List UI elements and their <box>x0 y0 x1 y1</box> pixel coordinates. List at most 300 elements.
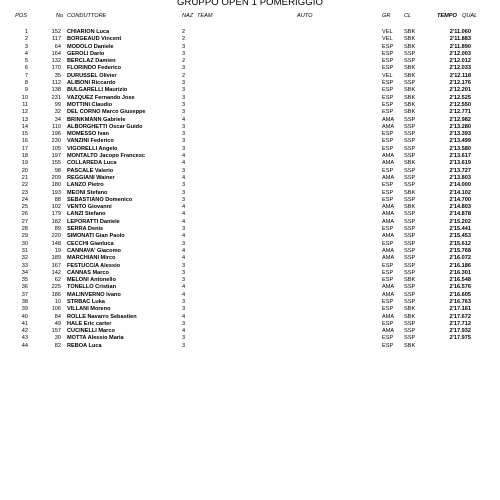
row-naz: 3 <box>182 87 186 94</box>
row-gr: AMA <box>382 204 395 211</box>
header-no: No <box>56 13 64 19</box>
row-cl: SBK <box>404 306 416 313</box>
row-driver: BRINKMANN Gabriele <box>67 116 126 123</box>
row-pos: 26 <box>21 211 28 218</box>
table-row <box>0 51 500 58</box>
row-number: 138 <box>51 87 61 94</box>
row-driver: CANNAVA' Giacomo <box>67 247 121 254</box>
row-cl: SBK <box>404 43 416 50</box>
row-pos: 17 <box>21 145 28 152</box>
row-pos: 16 <box>21 138 28 145</box>
row-driver: SIMONATI Gian Paolo <box>67 233 125 240</box>
row-cl: SBK <box>404 189 416 196</box>
table-row <box>0 314 500 321</box>
table-row <box>0 160 500 167</box>
table-row <box>0 87 500 94</box>
row-driver: MONTALTO Jacopo Francesc <box>67 153 146 160</box>
table-row <box>0 277 500 284</box>
row-number: 180 <box>51 182 61 189</box>
row-driver: ALBORGHETTI Oscar Guido <box>67 123 143 130</box>
row-naz: 3 <box>182 226 186 233</box>
row-time: 2'15.202 <box>449 218 471 225</box>
row-cl: SSP <box>404 116 416 123</box>
row-driver: MOTTINI Claudio <box>67 101 113 108</box>
row-cl: SSP <box>404 247 416 254</box>
row-time: 2'13.580 <box>449 145 471 152</box>
row-naz: 3 <box>182 65 186 72</box>
row-naz: 3 <box>182 145 186 152</box>
row-cl: SSP <box>404 138 416 145</box>
row-cl: SBK <box>404 87 416 94</box>
row-gr: ESP <box>382 138 394 145</box>
row-number: 179 <box>51 211 61 218</box>
row-naz: 4 <box>182 211 186 218</box>
row-time: 2'15.768 <box>449 247 471 254</box>
row-time: 2'13.803 <box>449 174 471 181</box>
row-driver: VAZQUEZ Fernando Jose <box>67 94 135 101</box>
row-naz: 3 <box>182 189 186 196</box>
table-row <box>0 321 500 328</box>
row-cl: SBK <box>404 94 416 101</box>
table-row <box>0 219 500 226</box>
table-row <box>0 58 500 65</box>
row-naz: 3 <box>182 320 186 327</box>
row-gr: ESP <box>382 109 394 116</box>
row-driver: LANZO Pietro <box>67 182 104 189</box>
row-number: 98 <box>54 167 61 174</box>
row-pos: 15 <box>21 131 28 138</box>
row-driver: MOMESSO Ivan <box>67 131 109 138</box>
row-number: 220 <box>51 233 61 240</box>
row-driver: DURUSSEL Olivier <box>67 72 117 79</box>
row-time: 2'13.499 <box>449 138 471 145</box>
row-number: 64 <box>54 43 61 50</box>
row-naz: 2 <box>182 72 186 79</box>
row-gr: AMA <box>382 211 395 218</box>
row-gr: AMA <box>382 284 395 291</box>
table-row <box>0 168 500 175</box>
row-gr: VEL <box>382 72 393 79</box>
table-row <box>0 204 500 211</box>
table-row <box>0 182 500 189</box>
table-row <box>0 109 500 116</box>
header-qual: QUAL <box>462 13 478 19</box>
table-row <box>0 226 500 233</box>
row-driver: CECCHI Gianluca <box>67 240 114 247</box>
row-gr: ESP <box>382 167 394 174</box>
row-driver: VENTO Giovanni <box>67 204 112 211</box>
row-cl: SSP <box>404 174 416 181</box>
row-time: 2'12.982 <box>449 116 471 123</box>
table-row <box>0 284 500 291</box>
row-number: 82 <box>54 342 61 349</box>
row-naz: 4 <box>182 284 186 291</box>
row-time: 2'16.605 <box>449 291 471 298</box>
row-pos: 44 <box>21 342 28 349</box>
row-time: 2'14.803 <box>449 204 471 211</box>
row-gr: ESP <box>382 226 394 233</box>
row-time: 2'13.393 <box>449 131 471 138</box>
row-cl: SSP <box>404 262 416 269</box>
row-number: 164 <box>51 50 61 57</box>
row-gr: ESP <box>382 240 394 247</box>
row-driver: MEONI Stefano <box>67 189 108 196</box>
row-driver: PASCALE Valerio <box>67 167 114 174</box>
header-cl: CL <box>404 13 412 19</box>
header-gr: GR <box>382 13 391 19</box>
row-number: 157 <box>51 328 61 335</box>
row-naz: 3 <box>182 335 186 342</box>
row-time: 2'14.878 <box>449 211 471 218</box>
row-time: 2'16.186 <box>449 262 471 269</box>
row-time: 2'12.033 <box>449 65 471 72</box>
row-time: 2'12.118 <box>449 72 471 79</box>
row-gr: VEL <box>382 36 393 43</box>
row-number: 225 <box>51 284 61 291</box>
row-pos: 29 <box>21 233 28 240</box>
row-number: 117 <box>52 36 61 43</box>
row-naz: 4 <box>182 218 186 225</box>
row-number: 112 <box>52 80 61 87</box>
row-gr: AMA <box>382 255 395 262</box>
row-naz: 3 <box>182 131 186 138</box>
table-row <box>0 65 500 72</box>
row-time: 2'13.280 <box>449 123 471 130</box>
row-pos: 7 <box>24 72 28 79</box>
row-number: 193 <box>51 189 61 196</box>
table-row <box>0 241 500 248</box>
row-cl: SBK <box>404 29 416 35</box>
row-naz: 3 <box>182 262 186 269</box>
row-time: 2'13.619 <box>449 160 471 167</box>
row-cl: SSP <box>404 153 416 160</box>
table-row <box>0 335 500 342</box>
row-gr: AMA <box>382 123 395 130</box>
row-driver: BERCLAZ Damien <box>67 58 116 65</box>
row-time: 2'12.012 <box>449 58 471 65</box>
row-cl: SSP <box>404 269 416 276</box>
row-time: 2'12.771 <box>449 109 471 116</box>
row-naz: 3 <box>182 109 186 116</box>
row-driver: CHIARION Luca <box>67 29 110 35</box>
row-pos: 23 <box>21 189 28 196</box>
row-time: 2'17.712 <box>449 320 471 327</box>
row-gr: ESP <box>382 189 394 196</box>
row-naz: 3 <box>182 342 186 349</box>
row-pos: 10 <box>21 94 28 101</box>
row-time: 2'14.102 <box>449 189 471 196</box>
table-row <box>0 73 500 80</box>
row-cl: SBK <box>404 72 416 79</box>
row-time: 2'16.763 <box>449 298 471 305</box>
row-gr: AMA <box>382 328 395 335</box>
row-number: 106 <box>51 306 61 313</box>
row-cl: SBK <box>404 65 416 72</box>
row-number: 182 <box>51 218 61 225</box>
row-naz: 3 <box>182 277 186 284</box>
row-number: 167 <box>51 262 61 269</box>
table-header <box>0 13 500 22</box>
row-time: 2'13.617 <box>449 153 471 160</box>
row-pos: 28 <box>21 226 28 233</box>
row-time: 2'17.932 <box>449 328 471 335</box>
row-pos: 20 <box>21 167 28 174</box>
row-driver: TONELLO Cristian <box>67 284 117 291</box>
row-gr: ESP <box>382 58 394 65</box>
row-time: 2'17.975 <box>449 335 471 342</box>
row-number: 84 <box>54 313 61 320</box>
row-cl: SSP <box>404 218 416 225</box>
row-number: 142 <box>51 269 61 276</box>
row-pos: 12 <box>21 109 28 116</box>
row-pos: 9 <box>24 87 28 94</box>
row-naz: 3 <box>182 138 186 145</box>
table-row <box>0 233 500 240</box>
row-pos: 21 <box>21 174 28 181</box>
row-naz: 3 <box>182 306 186 313</box>
row-driver: LANZI Stefano <box>67 211 106 218</box>
row-number: 231 <box>51 94 61 101</box>
row-pos: 32 <box>21 255 28 262</box>
row-number: 230 <box>51 138 61 145</box>
table-row <box>0 197 500 204</box>
row-gr: AMA <box>382 174 395 181</box>
row-naz: 4 <box>182 255 186 262</box>
row-number: 209 <box>51 174 61 181</box>
row-driver: STRBAC Luka <box>67 298 105 305</box>
row-pos: 40 <box>21 313 28 320</box>
row-naz: 3 <box>182 298 186 305</box>
row-gr: ESP <box>382 269 394 276</box>
row-number: 34 <box>54 116 61 123</box>
row-pos: 22 <box>21 182 28 189</box>
row-time: 2'15.453 <box>449 233 471 240</box>
row-pos: 1 <box>24 29 28 35</box>
row-number: 88 <box>54 196 61 203</box>
row-naz: 4 <box>182 313 186 320</box>
table-row <box>0 29 500 36</box>
table-row <box>0 131 500 138</box>
row-driver: GEROLI Dario <box>67 50 105 57</box>
row-cl: SBK <box>404 277 416 284</box>
row-time: 2'17.672 <box>449 313 471 320</box>
row-gr: ESP <box>382 182 394 189</box>
row-gr: ESP <box>382 342 394 349</box>
table-row <box>0 328 500 335</box>
row-cl: SSP <box>404 298 416 305</box>
row-driver: MODOLO Daniele <box>67 43 114 50</box>
row-pos: 2 <box>24 36 28 43</box>
row-gr: ESP <box>382 277 394 284</box>
row-time: 2'15.612 <box>449 240 471 247</box>
row-cl: SBK <box>404 36 416 43</box>
row-number: 189 <box>51 255 61 262</box>
row-cl: SSP <box>404 145 416 152</box>
row-driver: COLLAREDA Luca <box>67 160 117 167</box>
row-cl: SBK <box>404 342 416 349</box>
row-naz: 2 <box>182 36 186 43</box>
row-naz: 3 <box>182 167 186 174</box>
row-cl: SBK <box>404 109 416 116</box>
row-number: 170 <box>51 65 61 72</box>
row-cl: SSP <box>404 182 416 189</box>
row-gr: AMA <box>382 291 395 298</box>
row-cl: SSP <box>404 291 416 298</box>
row-pos: 33 <box>21 262 28 269</box>
row-naz: 3 <box>182 101 186 108</box>
table-row <box>0 117 500 124</box>
row-number: 62 <box>54 277 61 284</box>
row-number: 155 <box>51 160 61 167</box>
row-time: 2'12.201 <box>449 87 471 94</box>
row-pos: 5 <box>24 58 28 65</box>
row-pos: 14 <box>21 123 28 130</box>
row-pos: 8 <box>24 80 28 87</box>
row-pos: 31 <box>21 247 28 254</box>
table-row <box>0 95 500 102</box>
row-naz: 4 <box>182 328 186 335</box>
row-number: 49 <box>54 320 61 327</box>
row-number: 102 <box>51 204 61 211</box>
row-naz: 3 <box>182 182 186 189</box>
row-number: 148 <box>51 240 61 247</box>
table-row <box>0 36 500 43</box>
row-driver: CUCINELLI Marco <box>67 328 115 335</box>
row-number: 197 <box>51 153 61 160</box>
row-time: 2'12.003 <box>449 50 471 57</box>
table-row <box>0 102 500 109</box>
row-cl: SSP <box>404 233 416 240</box>
row-driver: DEL CORNO Marco Giuseppe <box>67 109 146 116</box>
row-gr: ESP <box>382 101 394 108</box>
row-time: 2'11.890 <box>449 43 471 50</box>
header-team: TEAM <box>197 13 213 19</box>
row-time: 2'15.441 <box>449 226 471 233</box>
table-row <box>0 80 500 87</box>
row-cl: SSP <box>404 196 416 203</box>
row-pos: 3 <box>24 43 28 50</box>
row-driver: FESTUCCIA Alessio <box>67 262 121 269</box>
row-time: 2'16.301 <box>449 269 471 276</box>
row-driver: MELONI Antonello <box>67 277 116 284</box>
row-naz: 4 <box>182 116 186 123</box>
header-time: TEMPO <box>437 13 457 19</box>
row-number: 19 <box>54 247 61 254</box>
header-pos: POS <box>15 13 27 19</box>
row-gr: ESP <box>382 320 394 327</box>
row-time: 2'11.060 <box>449 29 471 35</box>
row-pos: 43 <box>21 335 28 342</box>
table-row <box>0 138 500 145</box>
table-row <box>0 292 500 299</box>
row-gr: AMA <box>382 218 395 225</box>
row-pos: 4 <box>24 50 28 57</box>
row-naz: 3 <box>182 123 186 130</box>
table-row <box>0 306 500 313</box>
row-time: 2'14.000 <box>449 182 471 189</box>
row-gr: ESP <box>382 94 394 101</box>
row-number: 35 <box>54 72 61 79</box>
row-cl: SSP <box>404 335 416 342</box>
row-naz: 4 <box>182 233 186 240</box>
row-cl: SBK <box>404 101 416 108</box>
row-number: 89 <box>54 226 61 233</box>
row-number: 105 <box>51 145 61 152</box>
row-number: 30 <box>54 335 61 342</box>
row-driver: MOTTA Alessio Maria <box>67 335 124 342</box>
row-driver: FLORINDO Federico <box>67 65 122 72</box>
row-cl: SBK <box>404 313 416 320</box>
row-naz: 3 <box>182 94 186 101</box>
row-number: 10 <box>54 298 61 305</box>
row-cl: SSP <box>404 131 416 138</box>
row-time: 2'16.548 <box>449 277 471 284</box>
row-cl: SSP <box>404 240 416 247</box>
row-cl: SSP <box>404 50 416 57</box>
row-gr: ESP <box>382 145 394 152</box>
row-driver: HALE Eric carter <box>67 320 112 327</box>
row-cl: SSP <box>404 255 416 262</box>
row-gr: ESP <box>382 306 394 313</box>
row-cl: SSP <box>404 211 416 218</box>
row-cl: SSP <box>404 167 416 174</box>
row-number: 110 <box>52 123 61 130</box>
row-pos: 18 <box>21 153 28 160</box>
row-cl: SSP <box>404 58 416 65</box>
row-cl: SSP <box>404 123 416 130</box>
row-cl: SSP <box>404 284 416 291</box>
table-row <box>0 211 500 218</box>
row-cl: SSP <box>404 328 416 335</box>
table-row <box>0 124 500 131</box>
row-number: 186 <box>51 291 61 298</box>
row-time: 2'12.550 <box>449 101 471 108</box>
row-naz: 3 <box>182 43 186 50</box>
row-time: 2'17.161 <box>449 306 471 313</box>
row-gr: AMA <box>382 153 395 160</box>
row-naz: 4 <box>182 291 186 298</box>
table-row <box>0 175 500 182</box>
row-naz: 4 <box>182 247 186 254</box>
row-naz: 4 <box>182 204 186 211</box>
row-naz: 4 <box>182 174 186 181</box>
table-row <box>0 270 500 277</box>
row-naz: 4 <box>182 153 186 160</box>
table-row <box>0 299 500 306</box>
row-pos: 19 <box>21 160 28 167</box>
row-gr: AMA <box>382 160 395 167</box>
row-naz: 3 <box>182 80 186 87</box>
row-pos: 39 <box>21 306 28 313</box>
row-number: 99 <box>54 101 61 108</box>
row-gr: ESP <box>382 87 394 94</box>
table-row <box>0 190 500 197</box>
row-gr: ESP <box>382 80 394 87</box>
row-driver: ROLLE Navarro Sebastien <box>67 313 137 320</box>
row-gr: AMA <box>382 247 395 254</box>
row-gr: AMA <box>382 116 395 123</box>
row-gr: AMA <box>382 233 395 240</box>
row-pos: 27 <box>21 218 28 225</box>
table-row <box>0 44 500 51</box>
row-naz: 3 <box>182 240 186 247</box>
row-naz: 3 <box>182 196 186 203</box>
row-gr: ESP <box>382 298 394 305</box>
row-time: 2'12.525 <box>449 94 471 101</box>
row-driver: VILLANI Moreno <box>67 306 111 313</box>
row-time: 2'11.883 <box>449 36 471 43</box>
row-number: 196 <box>51 131 61 138</box>
